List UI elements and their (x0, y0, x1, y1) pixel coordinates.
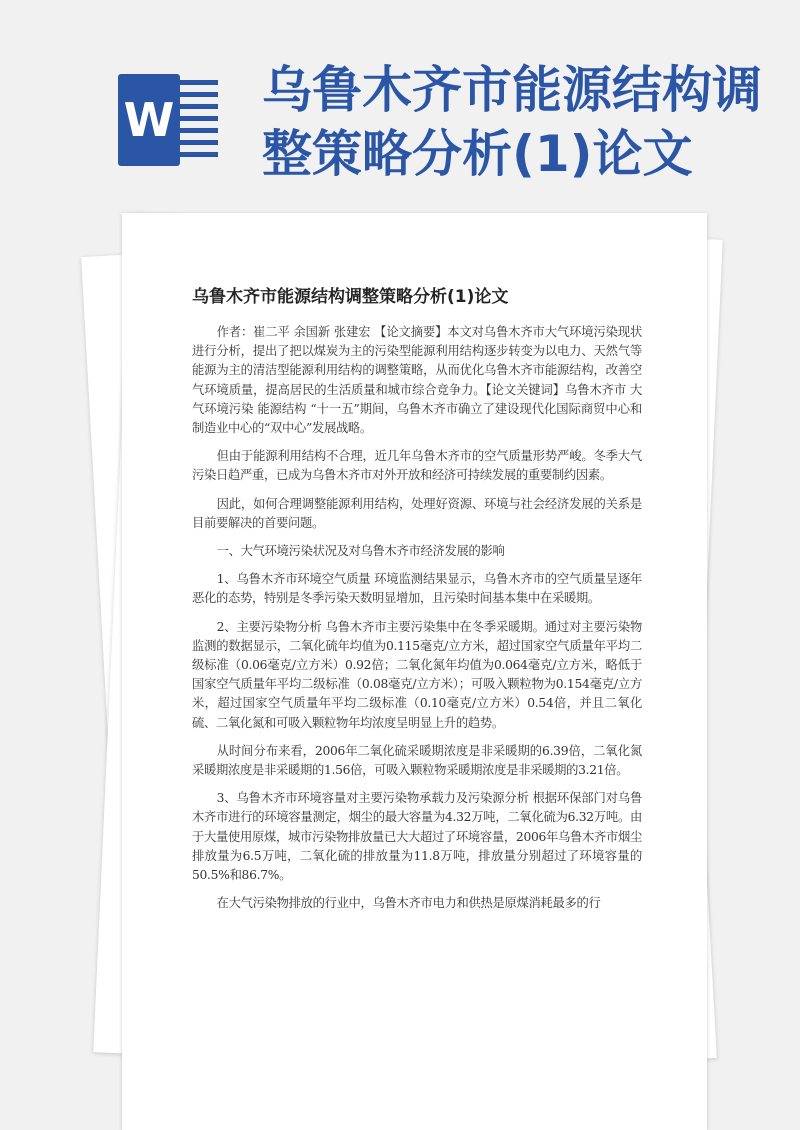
paragraph: 但由于能源利用结构不合理，近几年乌鲁木齐市的空气质量形势严峻。冬季大气污染日趋严重，已成为乌鲁木齐市对外开放和经济可持续发展的重要制约因素。 (192, 449, 642, 483)
paragraph: 因此，如何合理调整能源利用结构，处理好资源、环境与社会经济发展的关系是目前要解决的首要问题。 (192, 496, 642, 530)
paragraph: 从时间分布来看，2006年二氧化硫采暖期浓度是非采暖期的6.39倍，二氧化氮采暖期浓度是非采暖期的1.56倍，可吸入颗粒物采暖期浓度是非采暖期的3.21倍。 (192, 743, 642, 778)
page-title: 乌鲁木齐市能源结构调整策略分析(1)论文 (262, 61, 762, 183)
paragraph: 在大气污染物排放的行业中，乌鲁木齐市电力和供热是原煤消耗最多的行 (216, 896, 601, 911)
paragraph: 2、主要污染物分析 乌鲁木齐市主要污染集中在冬季采暖期。通过对主要污染物监测的数据显示，二氧化硫年均值为0.115毫克/立方米，超过国家空气质量年平均二级标准（0.06毫克/立方米）0.92倍；二氧化氮年均值为0.064毫克/立方米，略低于国家空气质量年平均二级标准（0.08毫克/立方米）；可吸入颗粒物为0.154毫克/立方米，超过国家空气质量年平均二级标准（0.10毫克/立方米）0.54倍，并且二氧化硫、二氧化氮和可吸入颗粒物年均浓度呈明显上升的趋势。 (192, 619, 642, 730)
paragraph: 3、乌鲁木齐市环境容量对主要污染物承载力及污染源分析 根据环保部门对乌鲁木齐市进行的环境容量测定，烟尘的最大容量为4.32万吨，二氧化硫为6.32万吨。由于大量使用原煤，城市污染物排放量已大大超过了环境容量，2006年乌鲁木齐市烟尘排放量为6.5万吨，二氧化硫的排放量为11.8万吨，排放量分别超过了环境容量的50.5%和86.7%。 (192, 791, 642, 883)
document-body (192, 323, 642, 922)
document-title: 乌鲁木齐市能源结构调整策略分析(1)论文 (192, 287, 509, 307)
section-heading: 一、大气环境污染状况及对乌鲁木齐市经济发展的影响 (216, 544, 505, 559)
paragraph-abstract: 作者：崔二平 余国新 张建宏 【论文摘要】本文对乌鲁木齐市大气环境污染现状进行分析，提出了把以煤炭为主的污染型能源利用结构逐步转变为以电力、天然气等能源为主的清洁型能源利用结构的调整策略，从而优化乌鲁木齐市能源结构，改善空气环境质量，提高居民的生活质量和城市综合竞争力。【论文关键词】乌鲁木齐市 大气环境污染 能源结构 “十一五”期间，乌鲁木齐市确立了建设现代化国际商贸中心和制造业中心的“双中心”发展战略。 (192, 325, 642, 436)
word-document-icon (118, 74, 220, 166)
paragraph: 1、乌鲁木齐市环境空气质量 环境监测结果显示，乌鲁木齐市的空气质量呈逐年恶化的态势，特别是冬季污染天数明显增加，且污染时间基本集中在采暖期。 (192, 572, 642, 606)
word-badge: W (118, 74, 180, 166)
